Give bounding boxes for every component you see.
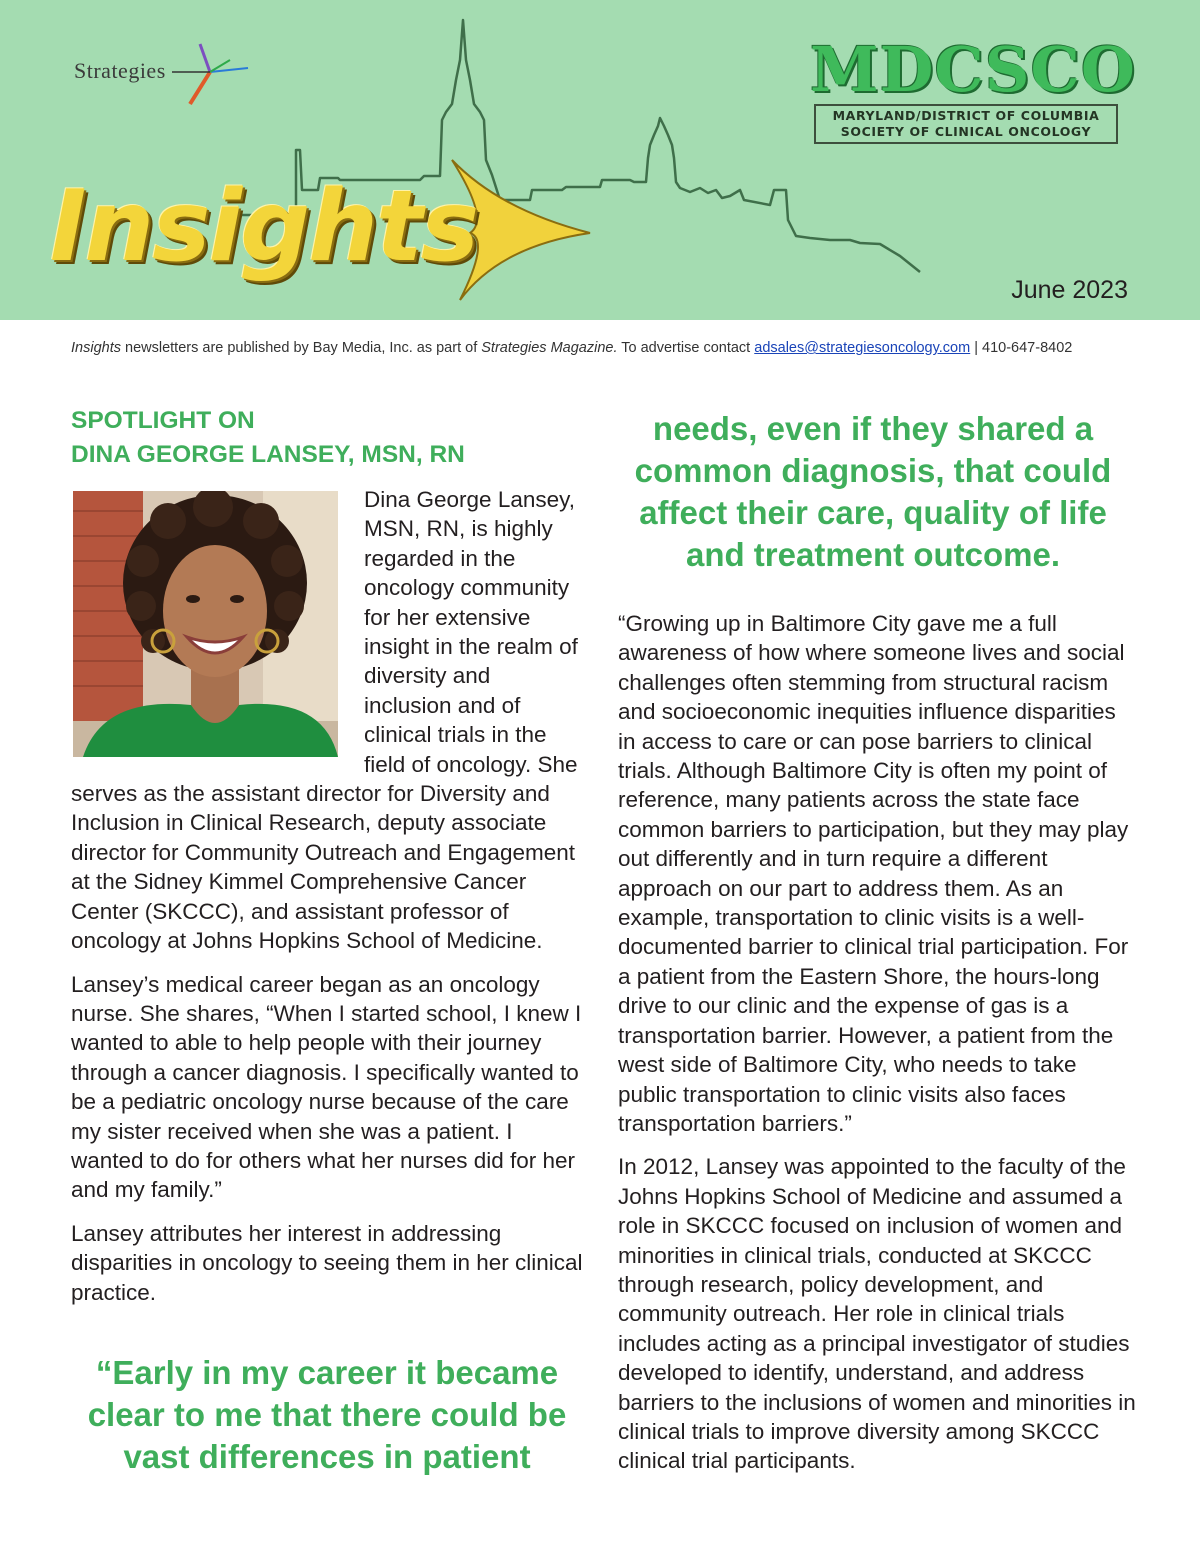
photo-wrap-spacer: [71, 485, 364, 775]
article-column-left: [71, 485, 583, 1321]
kicker-line-2: DINA GEORGE LANSEY, MSN, RN: [71, 441, 465, 468]
advertising-email-link[interactable]: adsales@strategiesoncology.com: [754, 340, 971, 356]
publisher-magazine-name: Strategies Magazine.: [481, 340, 618, 356]
article-paragraph: [71, 485, 583, 956]
article-kicker: [71, 404, 465, 472]
rainbow-arrow-icon: [170, 40, 250, 112]
strategies-logo[interactable]: [74, 40, 254, 112]
pull-quote-text: needs, even if they shared a common diagnosis, that could affect their care, quality of life and treatment outcome.: [634, 410, 1112, 573]
pull-quote-part-1: [71, 1352, 583, 1478]
mdcsco-name-box: [814, 104, 1118, 144]
kicker-line-1: SPOTLIGHT ON: [71, 407, 255, 434]
publisher-text-3: | 410-647-8402: [970, 340, 1073, 356]
strategies-logo-text: Strategies: [74, 58, 166, 83]
masthead: [0, 0, 1200, 320]
article-paragraph: In 2012, Lansey was appointed to the faculty of the Johns Hopkins School of Medicine and assumed a role in SKCCC focused on inclusion of women and minorities in clinical trials, conducted at SKCCC through research, policy development, and community outreach. Her role in clinical trials includes acting as a principal investigator of studies developed to identify, understand, and address barriers to the inclusions of women and minorities in clinical trials to improve diversity among SKCCC clinical trial participants.: [618, 1154, 1136, 1474]
issue-date: June 2023: [1011, 276, 1128, 304]
pull-quote-text: “Early in my career it became clear to me that there could be vast differences in patient: [87, 1354, 567, 1475]
article-paragraph: Lansey’s medical career began as an oncology nurse. She shares, “When I started school, I knew I wanted to able to help people with their journey through a cancer diagnosis. I specifically wanted to be a pediatric oncology nurse because of the care my sister received when she was a patient. I wanted to do for others what her nurses did for her and my family.”: [71, 971, 582, 1203]
article-paragraph-text: Dina George Lansey, MSN, RN, is highly regarded in the oncology community for her extensive insight in the realm of diversity and inclusion and of clinical trials in the field of oncology. She serves as the assistant director for Diversity and Inclusion in Clinical Research, deputy associate director for Community Outreach and Engagement at the Sidney Kimmel Comprehensive Cancer Center (SKCCC), and assistant professor of oncology at Johns Hopkins School of Medicine.: [71, 487, 578, 954]
pull-quote-part-2: [618, 408, 1128, 576]
insights-logo: Insights: [50, 170, 478, 284]
mdcsco-acronym: MDCSCO: [810, 33, 1136, 106]
org-name-line1: MARYLAND/DISTRICT OF COLUMBIA: [832, 108, 1100, 123]
article-column-right: [618, 609, 1138, 1490]
org-name-line2: SOCIETY OF CLINICAL ONCOLOGY: [840, 124, 1092, 139]
publisher-line: [71, 340, 1151, 356]
mdcsco-logo[interactable]: [810, 33, 1136, 144]
publisher-text-2: To advertise contact: [617, 340, 755, 356]
publisher-insights-name: Insights: [71, 340, 121, 356]
publisher-text-1: newsletters are published by Bay Media, Inc. as part of: [120, 340, 482, 356]
article-paragraph: Lansey attributes her interest in addressing disparities in oncology to seeing them in her clinical practice.: [71, 1220, 583, 1305]
article-paragraph: “Growing up in Baltimore City gave me a full awareness of how where someone lives and social challenges often stemming from structural racism and socioeconomic inequities influence disparities in access to care or can pose barriers to clinical trials. Although Baltimore City is often my point of reference, many patients across the state face common barriers to participation, but they may play out differently and in turn require a different approach on our part to address them. As an example, transportation to clinic visits is a well-documented barrier to clinical trial participation. For a patient from the Eastern Shore, the hours-long drive to our clinic and the expense of gas is a transportation barrier. However, a patient from the west side of Baltimore City, who needs to take public transportation to clinic visits also faces transportation barriers.”: [618, 611, 1129, 1136]
